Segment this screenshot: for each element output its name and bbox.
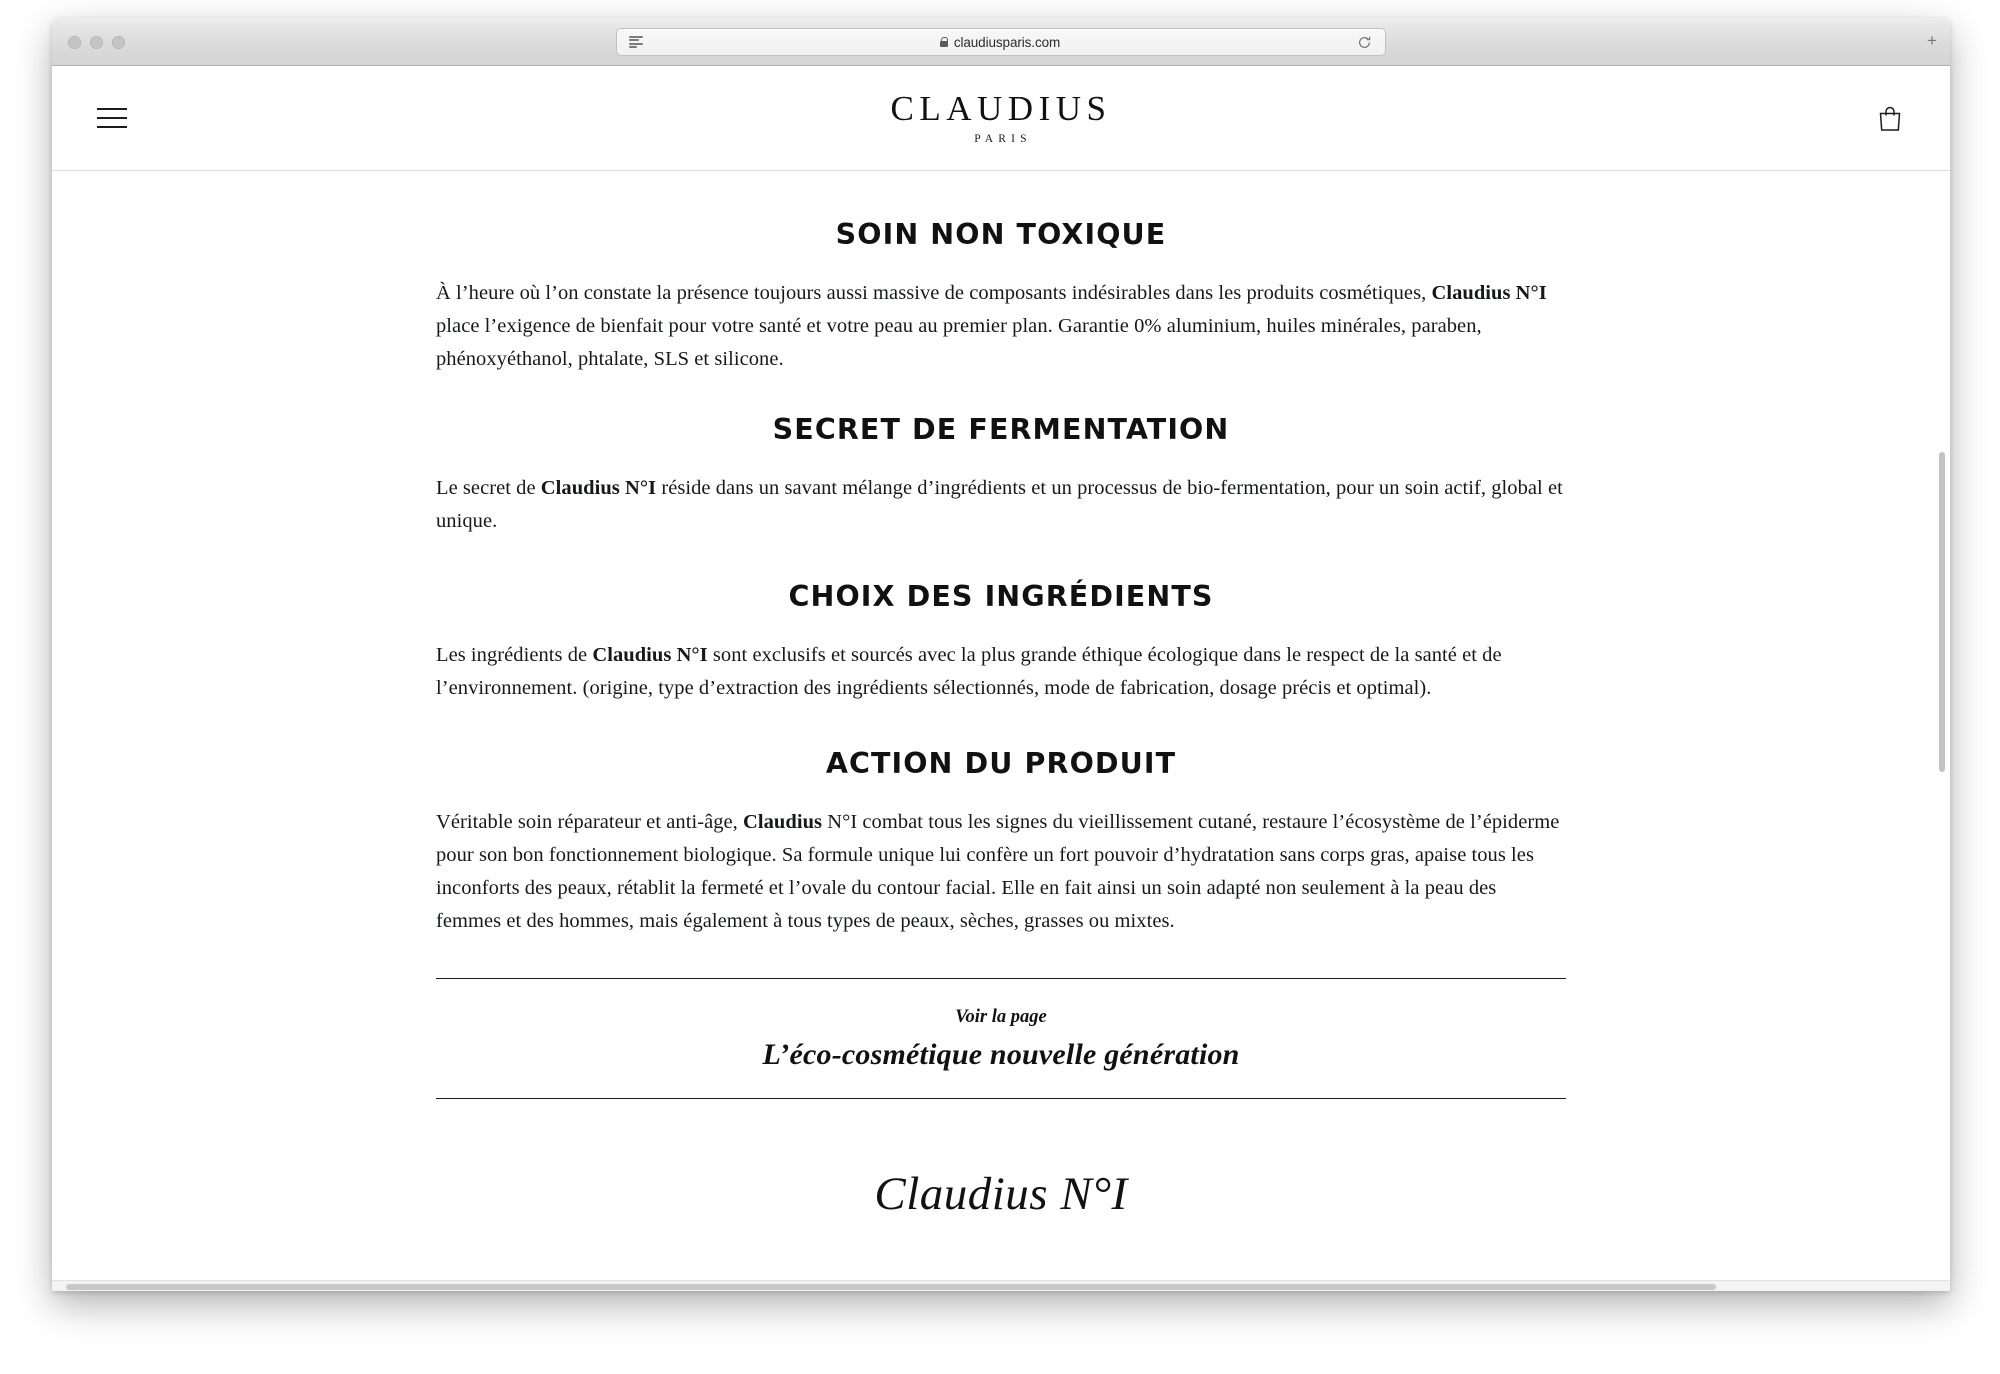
maximize-window-button[interactable] — [112, 36, 125, 49]
vertical-scrollbar-track[interactable] — [1937, 324, 1947, 1291]
url-text: claudiusparis.com — [953, 34, 1061, 50]
cta-link-block[interactable] — [436, 979, 1566, 1098]
site-logo[interactable] — [890, 88, 1112, 146]
product-title: Claudius N°I — [874, 1168, 1128, 1220]
cta-label: Voir la page — [955, 1007, 1047, 1027]
spacer — [436, 705, 1566, 747]
address-bar[interactable] — [616, 28, 1386, 56]
section-title-action-du-produit: ACTION DU PRODUIT — [825, 747, 1177, 780]
reload-icon[interactable] — [1357, 35, 1372, 50]
vertical-scrollbar-thumb[interactable] — [1939, 452, 1945, 772]
cta-page-title[interactable]: L’éco-cosmétique nouvelle génération — [762, 1038, 1240, 1071]
brand-subtitle: PARIS — [974, 132, 1032, 145]
section-paragraph-soin-non-toxique: À l’heure où l’on constate la présence toujours aussi massive de composants indésirables dans les produits cosmétiques, Claudius N°I place l’exigence de bienfait pour votre santé et votre peau au premier plan. Garantie 0% aluminium, huiles minérales, paraben, phénoxyéthanol, phtalate, SLS et silicone. — [436, 282, 1547, 370]
brand-name: CLAUDIUS — [890, 88, 1112, 128]
horizontal-scrollbar-track[interactable] — [52, 1280, 1950, 1291]
window-controls[interactable] — [68, 36, 125, 49]
close-window-button[interactable] — [68, 36, 81, 49]
section-paragraph-choix-des-ingredients: Les ingrédients de Claudius N°I sont exclusifs et sourcés avec la plus grande éthique écologique dans le respect de la santé et de l’environnement. (origine, type d’extraction des ingrédients sélectionnés, mode de fabrication, dosage précis et optimal). — [436, 644, 1502, 699]
minimize-window-button[interactable] — [90, 36, 103, 49]
browser-window — [52, 18, 1950, 1291]
hamburger-menu-icon[interactable] — [97, 108, 127, 128]
new-tab-button[interactable]: + — [1927, 30, 1937, 50]
spacer — [436, 538, 1566, 580]
section-title-secret-de-fermentation: SECRET DE FERMENTATION — [772, 413, 1230, 446]
spacer — [436, 938, 1566, 978]
section-paragraph-secret-de-fermentation: Le secret de Claudius N°I réside dans un savant mélange d’ingrédients et un processus de bio-fermentation, pour un soin actif, global et unique. — [436, 477, 1563, 532]
shopping-bag-icon[interactable] — [1877, 104, 1903, 132]
reader-view-icon[interactable] — [629, 36, 643, 48]
lock-icon — [940, 37, 948, 47]
section-title-choix-des-ingredients: CHOIX DES INGRÉDIENTS — [788, 580, 1214, 613]
spacer — [436, 376, 1566, 413]
browser-titlebar — [52, 18, 1950, 66]
page-content-viewport — [52, 171, 1950, 1291]
url-display — [643, 35, 1357, 50]
section-title-soin-non-toxique: SOIN NON TOXIQUE — [835, 218, 1167, 251]
horizontal-scrollbar-thumb[interactable] — [66, 1284, 1716, 1290]
article-content — [436, 171, 1566, 1221]
site-header — [52, 66, 1950, 171]
section-paragraph-action-du-produit: Véritable soin réparateur et anti-âge, Claudius N°I combat tous les signes du vieillissement cutané, restaure l’écosystème de l’épiderme pour son bon fonctionnement biologique. Sa formule unique lui confère un fort pouvoir d’hydratation sans corps gras, apaise tous les inconforts des peaux, rétablit la fermeté et l’ovale du contour facial. Elle en fait ainsi un soin adapté non seulement à la peau des femmes et des hommes, mais également à tous types de peaux, sèches, grasses ou mixtes. — [436, 811, 1560, 932]
